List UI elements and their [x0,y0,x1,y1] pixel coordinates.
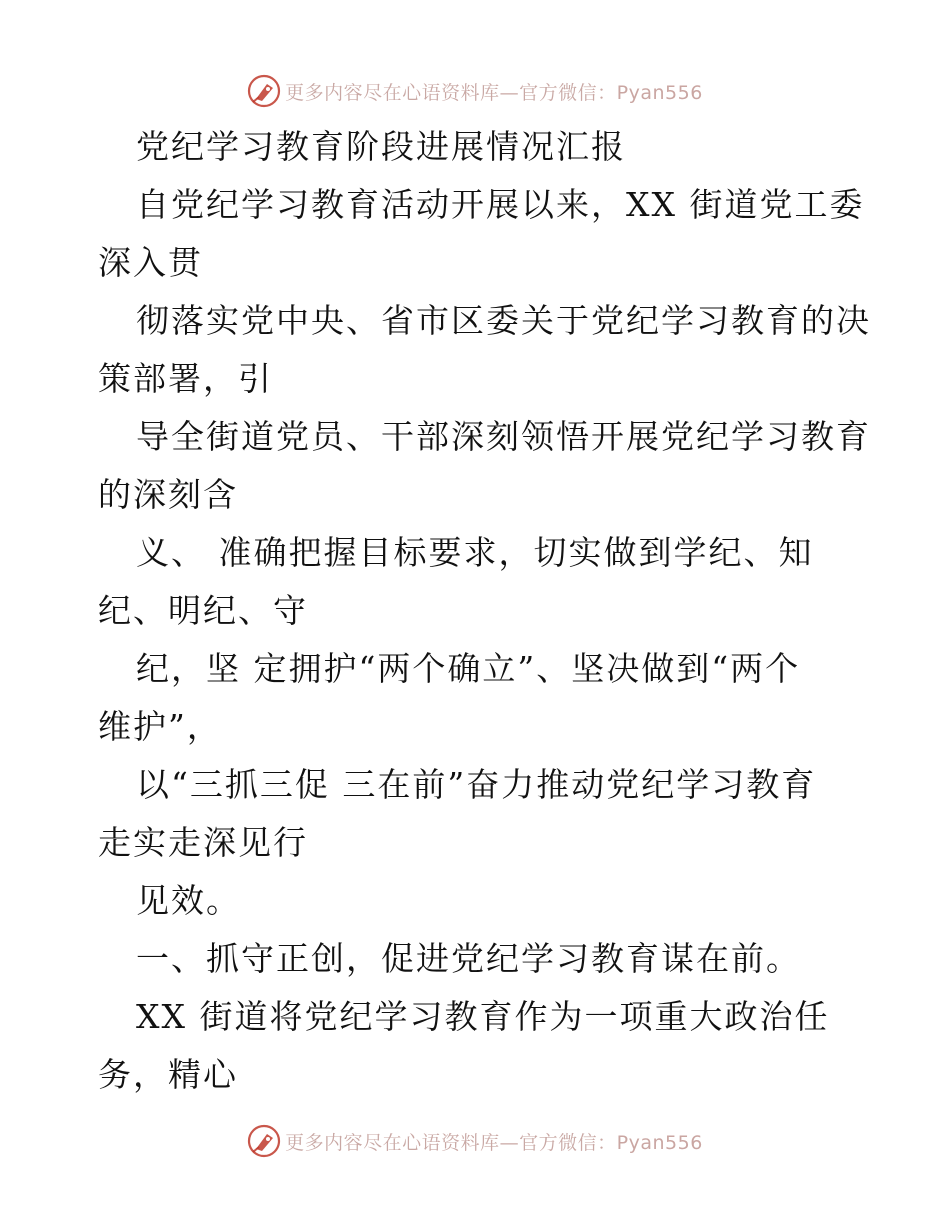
watermark-text: 更多内容尽在心语资料库—官方微信：Pyan556 [285,81,703,104]
paragraph-line: 走实走深见行 [98,823,308,862]
paragraph-line: 彻落实党中央、省市区委关于党纪学习教育的决 [136,301,871,340]
paragraph-line: 深入贯 [98,243,203,282]
paragraph-line: 维护”， [98,707,222,746]
paragraph-line: 自党纪学习教育活动开展以来，XX 街道党工委 [136,185,865,224]
paragraph-line: 见效。 [136,881,241,920]
paragraph-line: 策部署，引 [98,359,273,398]
paragraph-line: 纪，坚 定拥护“两个确立”、坚决做到“两个 [136,649,801,688]
paragraph-line: 的深刻含 [98,475,238,514]
paragraph-line: 导全街道党员、干部深刻领悟开展党纪学习教育 [136,417,871,456]
document-title: 党纪学习教育阶段进展情况汇报 [136,127,626,166]
paragraph-line: XX 街道将党纪学习教育作为一项重大政治任 [136,997,830,1036]
watermark-text: 更多内容尽在心语资料库—官方微信：Pyan556 [285,1131,703,1154]
footer-watermark [0,1121,950,1161]
paragraph-line: 务，精心 [98,1055,238,1094]
pen-nib-logo-icon [247,1124,281,1158]
pen-nib-logo-icon [247,74,281,108]
paragraph-line: 义、 准确把握目标要求，切实做到学纪、知 [136,533,814,572]
paragraph-line: 纪、明纪、守 [98,591,308,630]
paragraph-line: 以“三抓三促 三在前”奋力推动党纪学习教育 [136,765,817,804]
header-watermark [0,71,950,111]
document-body [98,118,871,1104]
section-heading: 一、抓守正创，促进党纪学习教育谋在前。 [136,939,801,978]
